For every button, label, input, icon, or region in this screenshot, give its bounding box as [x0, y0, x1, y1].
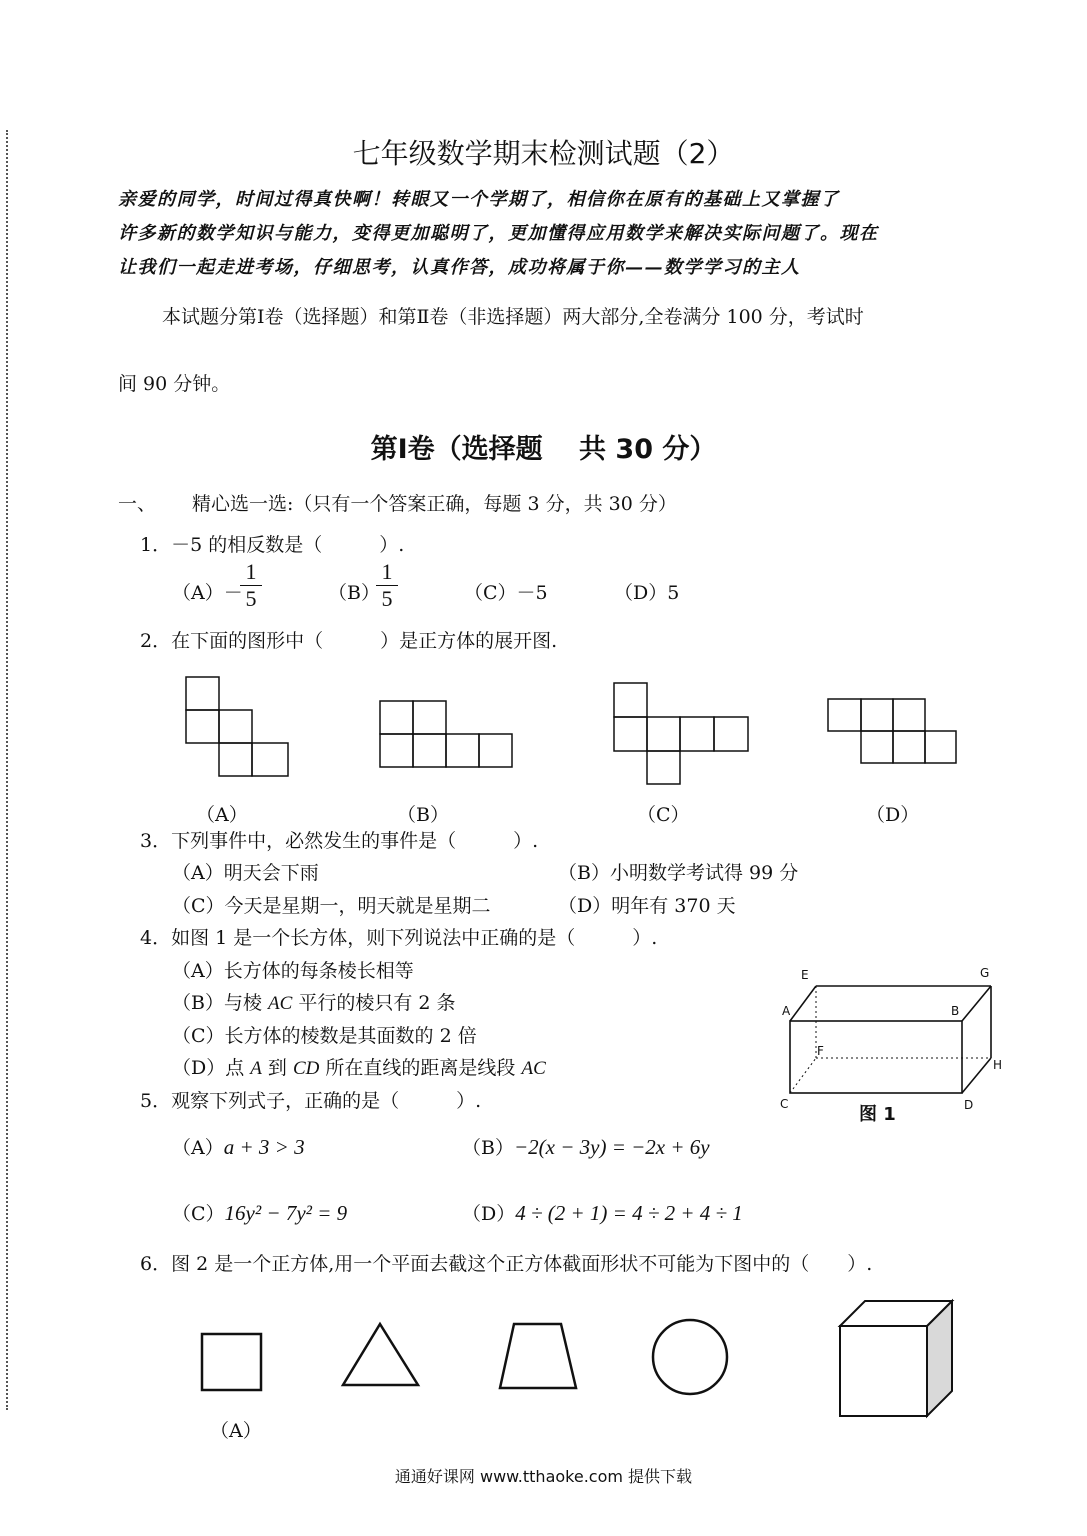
intro-line-3: 让我们一起走进考场，仔细思考，认真作答，成功将属于你——数学学习的主人 [118, 257, 801, 278]
part-heading: 精心选一选:（只有一个答案正确，每题 3 分，共 30 分） [192, 493, 677, 515]
shape-triangle [343, 1324, 418, 1385]
cube-net-a [186, 677, 288, 776]
figure-1-caption: 图 1 [859, 1104, 896, 1125]
vertex-label-e: E [801, 968, 809, 982]
exam-info-line-1: 本试题分第Ⅰ卷（选择题）和第Ⅱ卷（非选择题）两大部分,全卷满分 100 分，考试时 [162, 306, 864, 328]
fraction-denominator: 5 [245, 586, 257, 611]
question-4-option-c: （C）长方体的棱数是其面数的 2 倍 [172, 1025, 477, 1047]
fraction-denominator: 5 [381, 586, 393, 611]
cube-net-b [380, 701, 512, 767]
question-5-option-c [172, 1199, 347, 1226]
math-symbol: AC [521, 1058, 546, 1079]
question-1-option-a-label: （A）－ [172, 582, 243, 604]
question-6-stem: 6．图 2 是一个正方体,用一个平面去截这个正方体截面形状不可能为下图中的（ ）. [140, 1253, 873, 1275]
question-1-option-a-fraction [240, 560, 262, 611]
question-2-label-b: （B） [397, 804, 449, 826]
question-2-label-c: （C） [637, 804, 690, 826]
part-number: 一、 [118, 493, 157, 515]
question-2-stem: 2．在下面的图形中（ ）是正方体的展开图. [140, 630, 558, 652]
exam-info-line-2: 间 90 分钟。 [118, 373, 231, 395]
question-1-option-b-label: （B） [328, 582, 380, 604]
option-label: （B） [462, 1137, 514, 1159]
math-symbol: A [250, 1058, 262, 1079]
figure-1-cuboid [775, 962, 1015, 1125]
shape-trapezoid [500, 1324, 576, 1388]
question-5-option-b [462, 1133, 710, 1160]
question-1-option-d: （D）5 [614, 582, 680, 604]
math-expression: a + 3 > 3 [223, 1135, 305, 1159]
question-3-stem: 3．下列事件中，必然发生的事件是（ ）. [140, 830, 539, 852]
section-title: 第Ⅰ卷（选择题 共 30 分） [370, 434, 717, 465]
option-text: 平行的棱只有 2 条 [292, 992, 456, 1014]
math-expression: 16y² − 7y² = 9 [224, 1201, 348, 1225]
question-1-option-c: （C）－5 [464, 582, 548, 604]
question-1-option-b-fraction [376, 560, 398, 611]
question-2-label-a: （A） [196, 804, 248, 826]
option-label: （A） [172, 1137, 224, 1159]
option-text: （B）与棱 [172, 992, 269, 1014]
question-2-label-d: （D） [866, 804, 920, 826]
option-text: 到 [261, 1057, 293, 1079]
question-3-option-a: （A）明天会下雨 [172, 862, 319, 884]
vertex-label-f: F [817, 1044, 824, 1058]
cube-net-figures [0, 670, 1087, 820]
option-text: （D）点 [172, 1057, 251, 1079]
question-3-option-b: （B）小明数学考试得 99 分 [558, 862, 799, 884]
question-3-option-d: （D）明年有 370 天 [558, 895, 736, 917]
vertex-label-h: H [993, 1058, 1003, 1072]
question-1-stem: 1．－5 的相反数是（ ）. [140, 534, 405, 556]
question-4-option-d [172, 1053, 546, 1080]
option-text: 所在直线的距离是线段 [319, 1057, 522, 1079]
question-5-stem: 5．观察下列式子，正确的是（ ）. [140, 1090, 482, 1112]
question-4-option-b [172, 988, 456, 1015]
vertex-label-g: G [980, 966, 990, 980]
intro-line-2: 许多新的数学知识与能力，变得更加聪明了，更加懂得应用数学来解决实际问题了。现在 [118, 223, 879, 244]
intro-line-1: 亲爱的同学，时间过得真快啊！转眼又一个学期了，相信你在原有的基础上又掌握了 [118, 189, 840, 210]
vertex-label-c: C [780, 1097, 789, 1111]
fraction-numerator: 1 [381, 559, 393, 584]
page-title: 七年级数学期末检测试题（2） [352, 137, 735, 170]
question-5-option-a [172, 1133, 305, 1160]
question-3-option-c: （C）今天是星期一，明天就是星期二 [172, 895, 491, 917]
vertex-label-a: A [782, 1004, 791, 1018]
shape-circle [653, 1320, 727, 1394]
math-symbol: CD [292, 1058, 320, 1079]
cross-section-shapes [0, 1296, 1087, 1426]
fraction-numerator: 1 [245, 559, 257, 584]
shape-square [202, 1334, 261, 1390]
math-symbol: AC [268, 993, 293, 1014]
cube-net-c [614, 683, 748, 784]
question-4-stem: 4．如图 1 是一个长方体，则下列说法中正确的是（ ）. [140, 927, 658, 949]
question-6-label-a: （A） [210, 1420, 262, 1442]
option-label: （D） [462, 1203, 516, 1225]
math-expression: 4 ÷ (2 + 1) = 4 ÷ 2 + 4 ÷ 1 [515, 1201, 743, 1225]
vertex-label-d: D [964, 1098, 974, 1112]
option-label: （C） [172, 1203, 225, 1225]
math-expression: −2(x − 3y) = −2x + 6y [513, 1135, 710, 1159]
cube-front-face [840, 1326, 927, 1416]
footer-source: 通通好课网 www.tthaoke.com 提供下载 [394, 1467, 693, 1486]
question-4-option-a: （A）长方体的每条棱长相等 [172, 960, 414, 982]
cube-net-d [828, 699, 956, 763]
question-5-option-d [462, 1199, 743, 1226]
vertex-label-b: B [951, 1004, 960, 1018]
